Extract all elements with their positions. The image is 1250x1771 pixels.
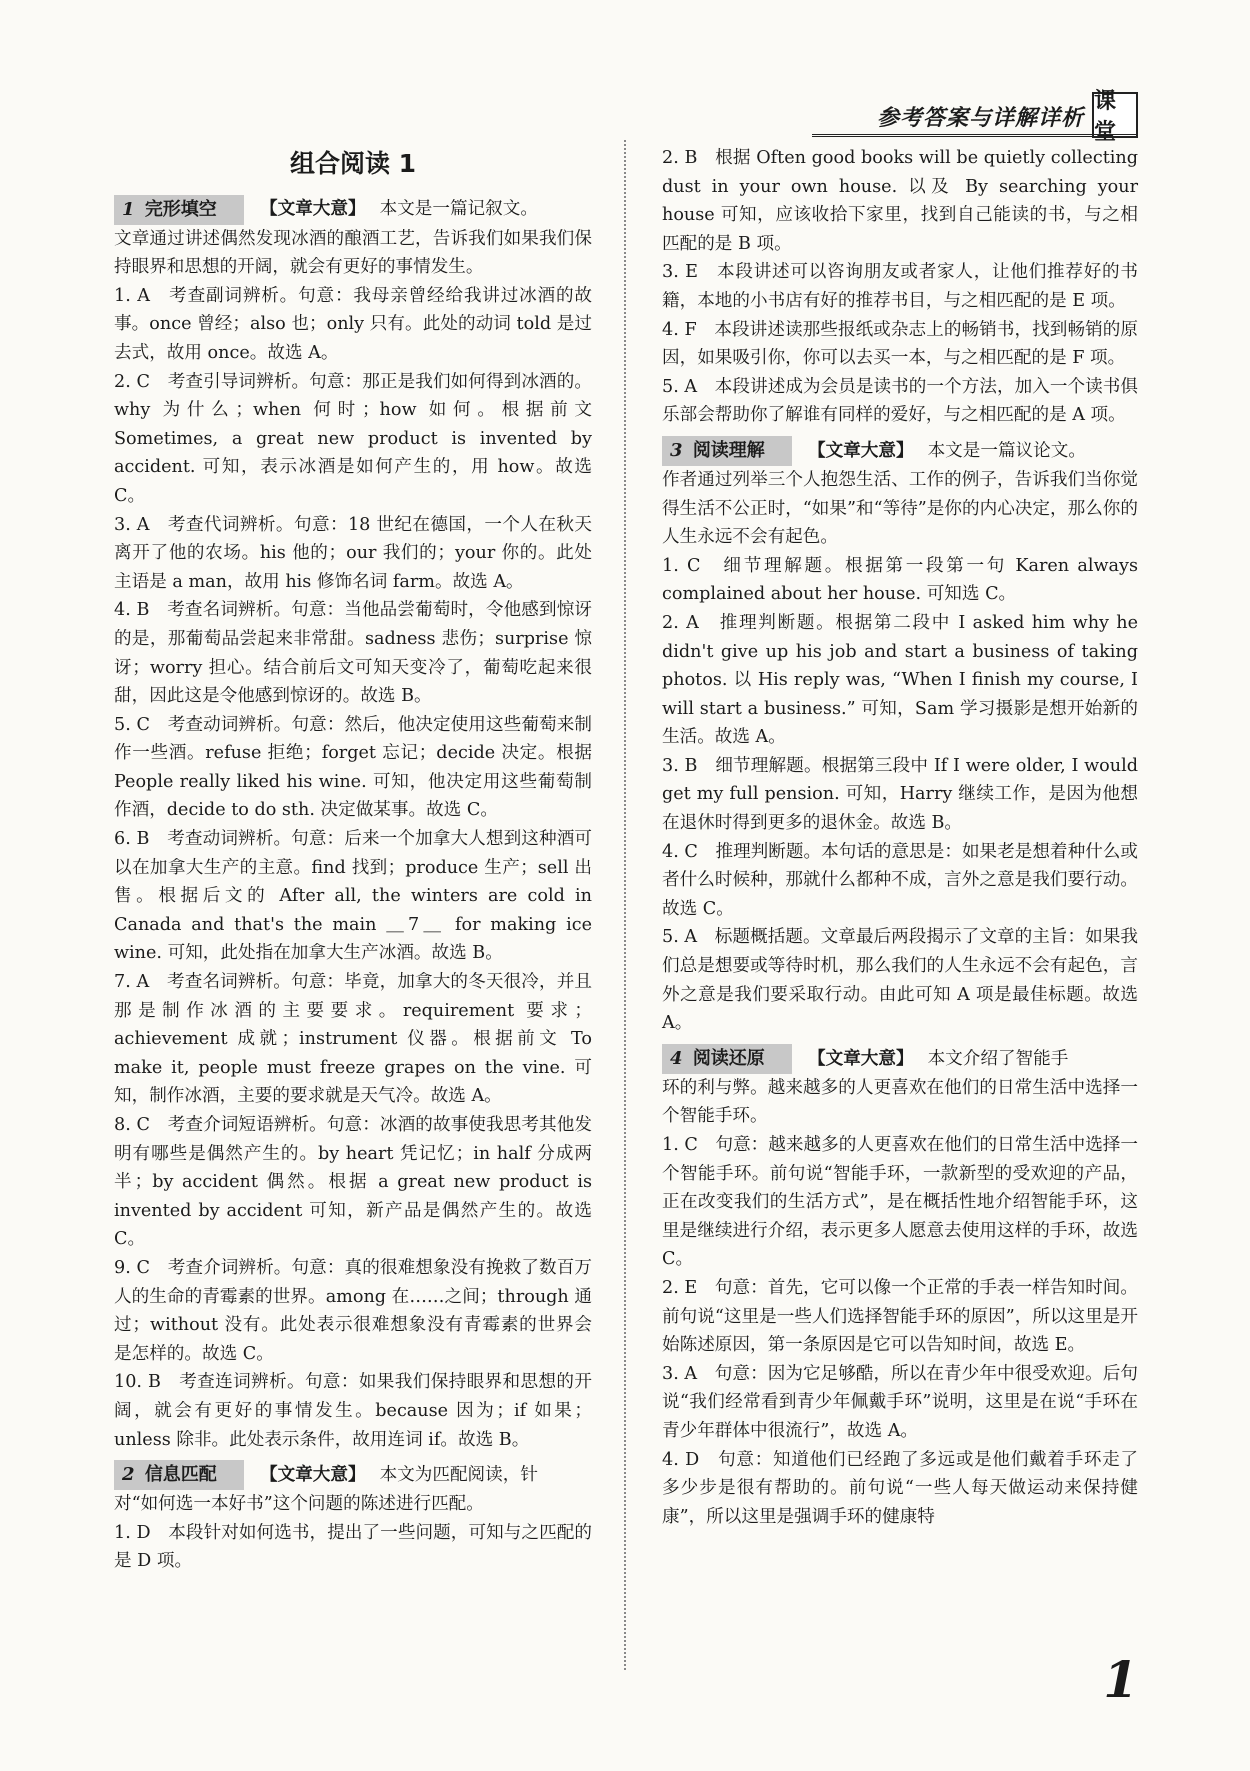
answer-item: 7. A 考查名词辨析。句意：毕竟，加拿大的冬天很冷，并且那是制作冰酒的主要要求。requirement 要求；achievement 成就；instrument 仪器。根据前文 To make it, people must freeze grapes on the vine. 可知，制作冰酒，主要的要求就是天气冷。故选 A。 [114, 972, 592, 1107]
section-name: 完形填空 [144, 198, 217, 220]
section-summary: 本文为匹配阅读，针 [379, 1464, 538, 1485]
section-number: 2 [122, 1464, 135, 1486]
section-header [114, 1460, 592, 1490]
answer-item: 1. C 句意：越来越多的人更喜欢在他们的日常生活中选择一个智能手环。前句说“智能手环，一款新型的受欢迎的产品，正在改变我们的生活方式”，是在概括性地介绍智能手环，这里是继续进行介绍，表示更多人愿意去使用这样的手环，故选 C。 [662, 1135, 1138, 1270]
section-header [662, 436, 1138, 466]
section-summary: 本文是一篇记叙文。 [379, 199, 538, 220]
section-label [662, 436, 792, 466]
answer-item: 8. C 考查介词短语辨析。句意：冰酒的故事使我思考其他发明有哪些是偶然产生的。by heart 凭记忆；in half 分成两半；by accident 偶然。根据 a great new product is invented by accident 可知，新产品是偶然产生的。故选 C。 [114, 1115, 592, 1250]
answer-item: 4. C 推理判断题。本句话的意思是：如果老是想着种什么或者什么时候种，那就什么都种不成，言外之意是我们要行动。故选 C。 [662, 841, 1138, 919]
answer-item: 10. B 考查连词辨析。句意：如果我们保持眼界和思想的开阔，就会有更好的事情发生。because 因为；if 如果；unless 除非。此处表示条件，故用连词 if。故选 B。 [114, 1372, 592, 1450]
section-name: 信息匹配 [144, 1464, 217, 1486]
answer-item: 2. E 句意：首先，它可以像一个正常的手表一样告知时间。前句说“这里是一些人们选择智能手环的原因”，所以这里是开始陈述原因，第一条原因是它可以告知时间，故选 E。 [662, 1277, 1138, 1356]
answer-item: 3. A 考查代词辨析。句意：18 世纪在德国，一个人在秋天离开了他的农场。his 他的；our 我们的；your 你的。此处主语是 a man，故用 his 修饰名词 farm。故选 A。 [114, 514, 592, 592]
answer-item: 6. B 考查动词辨析。句意：后来一个加拿大人想到这种酒可以在加拿大生产的主意。find 找到；produce 生产；sell 出售。根据后文的 After all, the winters are cold in Canada and that's the main ＿7＿ for making ice wine. 可知，此处指在加拿大生产冰酒。故选 B。 [114, 829, 592, 964]
section-summary: 本文是一篇议论文。 [927, 440, 1086, 461]
publisher-logo: 课堂 [1092, 92, 1138, 138]
answer-item: 4. F 本段讲述读那些报纸或杂志上的畅销书，找到畅销的原因，如果吸引你，你可以去买一本，与之相匹配的是 F 项。 [662, 319, 1138, 369]
section-number: 3 [670, 439, 683, 461]
answer-item: 5. C 考查动词辨析。句意：然后，他决定使用这些葡萄来制作一些酒。refuse 拒绝；forget 忘记；decide 决定。根据 People really liked his wine. 可知，他决定用这些葡萄制作酒，decide to do sth. 决定做某事。故选 C。 [114, 714, 592, 821]
page-header [876, 89, 1138, 145]
answer-item: 4. B 考查名词辨析。句意：当他品尝葡萄时，令他感到惊讶的是，那葡萄品尝起来非常甜。sadness 悲伤；surprise 惊讶；worry 担心。结合前后文可知天变冷了，葡萄吃起来很甜，因此这是令他感到惊讶的。故选 B。 [114, 600, 592, 707]
answer-item: 5. A 标题概括题。文章最后两段揭示了文章的主旨：如果我们总是想要或等待时机，那么我们的人生永远不会有起色，言外之意是我们要采取行动。由此可知 A 项是最佳标题。故选 A。 [662, 927, 1138, 1034]
answer-item: 3. A 句意：因为它足够酷，所以在青少年中很受欢迎。后句说“我们经常看到青少年佩戴手环”说明，这里是在说“手环在青少年群体中很流行”，故选 A。 [662, 1363, 1138, 1441]
page-title: 组合阅读 1 [289, 149, 417, 178]
section-label [114, 1460, 244, 1490]
section-label [114, 195, 244, 225]
section-name: 阅读还原 [692, 1047, 765, 1069]
answer-item: 1. D 本段针对如何选书，提出了一些问题，可知与之匹配的是 D 项。 [114, 1522, 592, 1572]
section-summary-cont: 文章通过讲述偶然发现冰酒的酿酒工艺，告诉我们如果我们保持眼界和思想的开阔，就会有更好的事情发生。 [114, 228, 592, 278]
section-header [662, 1044, 1138, 1074]
header-rule [812, 134, 1138, 137]
section-summary-cont: 对“如何选一本好书”这个问题的陈述进行匹配。 [114, 1494, 484, 1515]
column-divider [624, 140, 626, 1670]
gist-label: 【文章大意】 [808, 440, 914, 461]
section-summary-cont: 作者通过列举三个人抱怨生活、工作的例子，告诉我们当你觉得生活不公正时，“如果”和“等待”是你的内心决定，那么你的人生永远不会有起色。 [662, 469, 1138, 548]
answer-item: 5. A 本段讲述成为会员是读书的一个方法，加入一个读书俱乐部会帮助你了解谁有同样的爱好，与之相匹配的是 A 项。 [662, 376, 1138, 426]
section-number: 4 [670, 1047, 683, 1069]
right-column [662, 144, 1138, 1531]
page-number: 1 [1103, 1650, 1138, 1709]
answer-item: 2. B 根据 Often good books will be quietly collecting dust in your own house. 以及 By searching your house 可知，应该收拾下家里，找到自己能读的书，与之相匹配的是 B 项。 [662, 148, 1138, 254]
section-summary-cont: 环的利与弊。越来越多的人更喜欢在他们的日常生活中选择一个智能手环。 [662, 1077, 1138, 1127]
answer-item: 9. C 考查介词辨析。句意：真的很难想象没有挽救了数百万人的生命的青霉素的世界。among 在……之间；through 通过；without 没有。此处表示很难想象没有青霉素的世界会是怎样的。故选 C。 [114, 1257, 592, 1364]
left-column [114, 144, 592, 1576]
answer-item: 1. A 考查副词辨析。句意：我母亲曾经给我讲过冰酒的故事。once 曾经；also 也；only 只有。此处的动词 told 是过去式，故用 once。故选 A。 [114, 285, 592, 363]
answer-item: 4. D 句意：知道他们已经跑了多远或是他们戴着手环走了多少步是很有帮助的。前句说“一些人每天做运动来保持健康”，所以这里是强调手环的健康特 [662, 1449, 1138, 1527]
answer-item: 2. C 考查引导词辨析。句意：那正是我们如何得到冰酒的。why 为什么；when 何时；how 如何。根据前文 Sometimes, a great new product is invented by accident. 可知，表示冰酒是如何产生的，用 how。故选 C。 [114, 371, 592, 506]
gist-label: 【文章大意】 [808, 1048, 914, 1069]
gist-label: 【文章大意】 [260, 1464, 366, 1485]
gist-label: 【文章大意】 [260, 199, 366, 220]
section-summary: 本文介绍了智能手 [927, 1048, 1069, 1069]
section-name: 阅读理解 [692, 439, 765, 461]
section-label [662, 1044, 792, 1074]
answer-item: 3. B 细节理解题。根据第三段中 If I were older, I would get my full pension. 可知，Harry 继续工作，是因为他想在退休时得到更多的退休金。故选 B。 [662, 755, 1138, 834]
answer-item: 2. A 推理判断题。根据第二段中 I asked him why he didn't give up his job and start a business of taking photos. 以 His reply was, “When I finish my course, I will start a business.” 可知，Sam 学习摄影是想开始新的生活。故选 A。 [662, 612, 1138, 748]
header-title: 参考答案与详解详析 [876, 106, 1084, 131]
answer-item: 3. E 本段讲述可以咨询朋友或者家人，让他们推荐好的书籍，本地的小书店有好的推荐书目，与之相匹配的是 E 项。 [662, 262, 1138, 311]
section-header [114, 195, 592, 225]
answer-item: 1. C 细节理解题。根据第一段第一句 Karen always complained about her house. 可知选 C。 [662, 555, 1138, 605]
section-number: 1 [122, 198, 135, 220]
